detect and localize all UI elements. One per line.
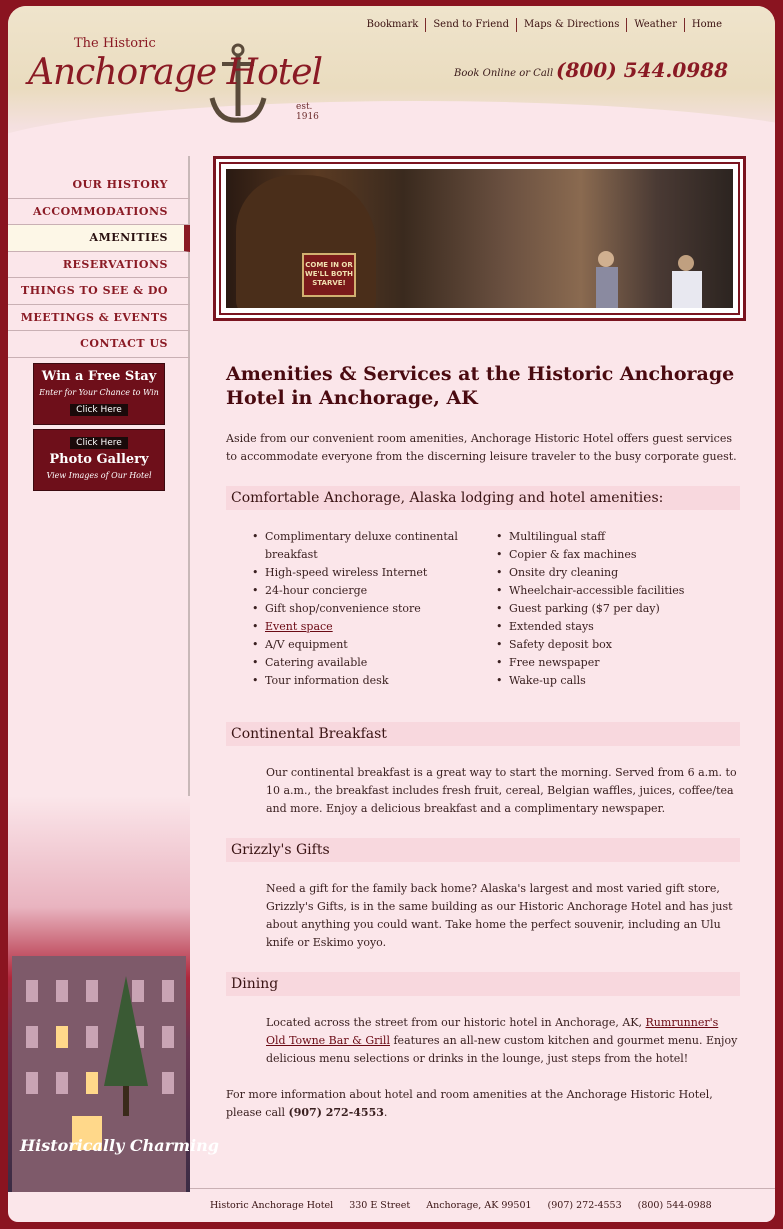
- tagline: Historically Charming: [20, 1136, 219, 1155]
- list-item: • Free newspaper: [496, 654, 740, 672]
- top-nav-bookmark[interactable]: Bookmark: [366, 19, 419, 30]
- list-item: • Guest parking ($7 per day): [496, 600, 740, 618]
- list-item: • 24-hour concierge: [252, 582, 496, 600]
- nav-accommodations[interactable]: ACCOMMODATIONS: [8, 199, 190, 226]
- header-phone: (800) 544.0988: [556, 58, 729, 82]
- nav-our-history[interactable]: OUR HISTORY: [8, 172, 190, 199]
- breakfast-heading: Continental Breakfast: [226, 722, 740, 746]
- main-content: [226, 362, 740, 1122]
- footer-street: 330 E Street: [349, 1200, 411, 1211]
- list-item: • Safety deposit box: [496, 636, 740, 654]
- gifts-heading: Grizzly's Gifts: [226, 838, 740, 862]
- top-nav-maps[interactable]: Maps & Directions: [516, 18, 626, 32]
- dining-pre: Located across the street from our historic hotel in Anchorage, AK,: [266, 1016, 643, 1029]
- logo-est: est. 1916: [296, 102, 319, 122]
- dining-heading: Dining: [226, 972, 740, 996]
- promo-gallery-sub: View Images of Our Hotel: [46, 471, 152, 480]
- list-item: • Copier & fax machines: [496, 546, 740, 564]
- promo-free-stay-sub: Enter for Your Chance to Win: [39, 388, 159, 397]
- footer-hotel-name: Historic Anchorage Hotel: [210, 1200, 334, 1211]
- event-space-link[interactable]: Event space: [265, 620, 333, 633]
- logo-main: Anchorage Hotel: [28, 52, 323, 93]
- footer-phone-tollfree: (800) 544-0988: [637, 1200, 712, 1211]
- hotel-building-image: [12, 956, 186, 1192]
- closing-text: [226, 1086, 740, 1122]
- banner-image: [226, 169, 733, 308]
- promo-free-stay[interactable]: [33, 363, 165, 425]
- list-item: • Extended stays: [496, 618, 740, 636]
- amenities-heading: Comfortable Anchorage, Alaska lodging and hotel amenities:: [226, 486, 740, 510]
- list-item: • Multilingual staff: [496, 528, 740, 546]
- closing-end: .: [383, 1106, 388, 1119]
- promo-gallery-title: Photo Gallery: [49, 452, 149, 467]
- top-nav: [360, 18, 729, 32]
- nav-meetings-events[interactable]: MEETINGS & EVENTS: [8, 305, 190, 332]
- dining-text: [226, 1014, 740, 1068]
- list-item: • Catering available: [252, 654, 496, 672]
- list-item: • Gift shop/convenience store: [252, 600, 496, 618]
- top-nav-home[interactable]: Home: [684, 18, 729, 32]
- list-item: • A/V equipment: [252, 636, 496, 654]
- nav-things-to-see[interactable]: THINGS TO SEE & DO: [8, 278, 190, 305]
- crowd-image: [576, 239, 726, 308]
- footer: [190, 1188, 775, 1222]
- tree-icon: [104, 976, 148, 1116]
- banner: [213, 156, 746, 321]
- banner-sign: COME IN OR WE'LL BOTH STARVE!: [302, 253, 356, 297]
- nav-contact-us[interactable]: CONTACT US: [8, 331, 190, 358]
- list-item: • Wake-up calls: [496, 672, 740, 690]
- promo-photo-gallery[interactable]: [33, 429, 165, 491]
- amenities-left: [252, 528, 496, 690]
- page-frame: [8, 6, 775, 1222]
- logo[interactable]: [28, 34, 338, 129]
- book-online-label[interactable]: Book Online or Call: [454, 68, 554, 79]
- dining-post: features an all-new custom kitchen and gourmet menu. Enjoy delicious menu selections or drinks in the lounge, just steps from the hotel!: [266, 1034, 738, 1065]
- hotel-photo: [8, 796, 219, 1192]
- page-title: Amenities & Services at the Historic Anchorage Hotel in Anchorage, AK: [226, 363, 735, 409]
- breakfast-text: Our continental breakfast is a great way to start the morning. Served from 6 a.m. to 10 a.m., the breakfast includes fresh fruit, cereal, Belgian waffles, juices, coffee/tea and more. Enjoy a delicious breakfast and a complimentary newspaper.: [266, 766, 737, 815]
- header: [8, 6, 775, 156]
- amenities-list: [226, 528, 740, 690]
- promo-gallery-button[interactable]: Click Here: [70, 437, 128, 449]
- list-item: • Complimentary deluxe continental breakfast: [252, 528, 496, 564]
- footer-phone-local: (907) 272-4553: [547, 1200, 622, 1211]
- list-item: • Tour information desk: [252, 672, 496, 690]
- promo-free-stay-button[interactable]: Click Here: [70, 404, 128, 416]
- list-item: • High-speed wireless Internet: [252, 564, 496, 582]
- top-nav-weather[interactable]: Weather: [626, 18, 684, 32]
- gifts-text: Need a gift for the family back home? Alaska's largest and most varied gift store, Grizzly's Gifts, is in the same building as our Historic Anchorage Hotel and has just about anything you could want. Take home the perfect souvenir, including an Ulu knife or Eskimo yoyo.: [266, 882, 733, 949]
- intro-text: Aside from our convenient room amenities, Anchorage Historic Hotel offers guest services to accommodate everyone from the discerning leisure traveler to the busy corporate guest.: [226, 432, 737, 463]
- footer-city: Anchorage, AK 99501: [426, 1200, 532, 1211]
- promo-free-stay-title: Win a Free Stay: [41, 369, 157, 384]
- list-item: • Onsite dry cleaning: [496, 564, 740, 582]
- nav-amenities[interactable]: AMENITIES: [8, 225, 190, 252]
- rumrunners-link[interactable]: Rumrunner's Old Towne Bar & Grill: [266, 1016, 719, 1047]
- logo-pre: The Historic: [74, 36, 156, 51]
- amenities-right: [496, 528, 740, 690]
- closing-body: For more information about hotel and room amenities at the Anchorage Historic Hotel, please call: [226, 1088, 713, 1119]
- closing-phone: (907) 272-4553: [288, 1106, 384, 1119]
- list-item: • Wheelchair-accessible facilities: [496, 582, 740, 600]
- nav-reservations[interactable]: RESERVATIONS: [8, 252, 190, 279]
- top-nav-send-to-friend[interactable]: Send to Friend: [425, 18, 516, 32]
- sidebar: [8, 156, 219, 1192]
- list-item: [252, 618, 496, 636]
- main-nav: [8, 172, 190, 358]
